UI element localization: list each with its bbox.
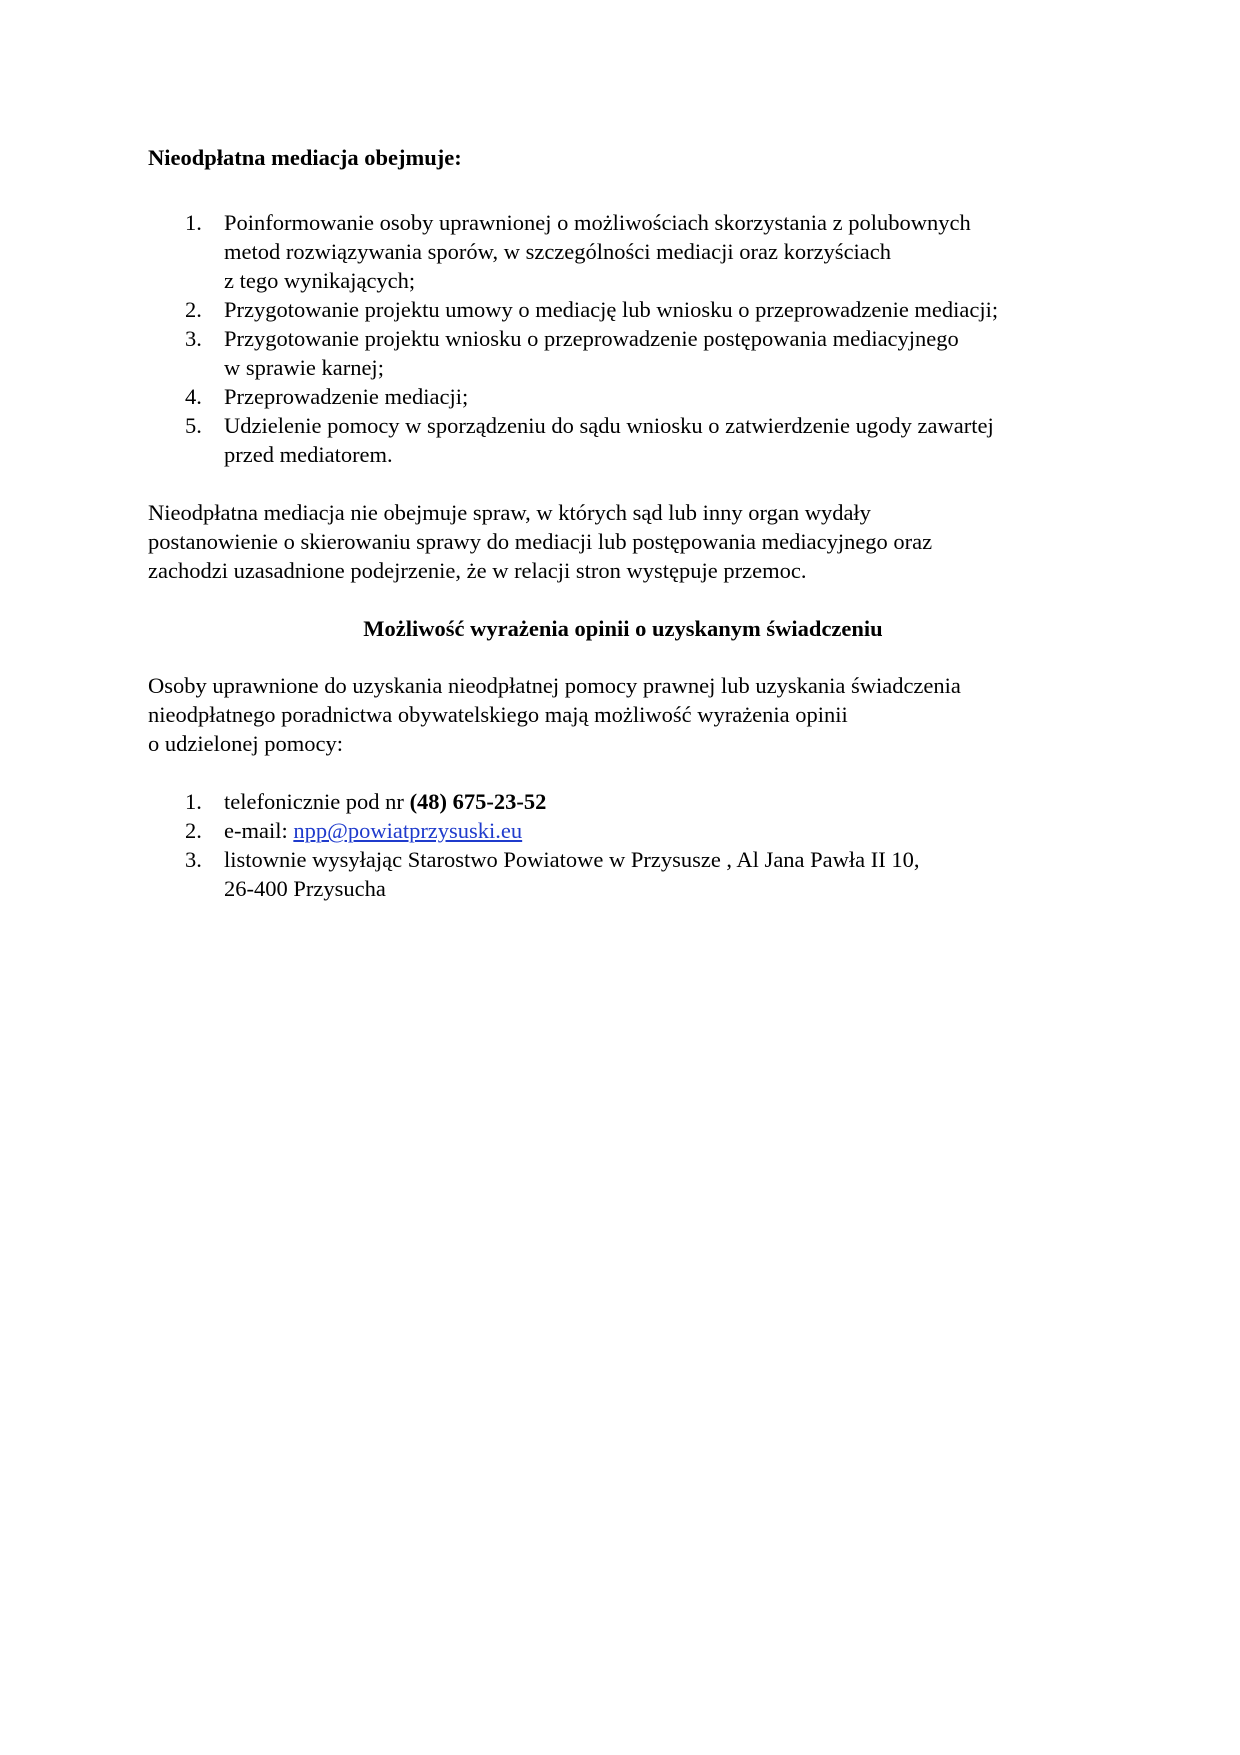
contact-list <box>148 787 1098 903</box>
mediation-list <box>148 208 1098 469</box>
list-item-line: Przygotowanie projektu umowy o mediację lub wniosku o przeprowadzenie mediacji; <box>224 297 999 322</box>
exclusion-paragraph <box>148 498 1098 585</box>
list-item-line: w sprawie karnej; <box>224 355 384 380</box>
paragraph-line: o udzielonej pomocy: <box>148 731 343 756</box>
contact-email-label: e-mail: <box>224 818 294 843</box>
list-item-line: Przygotowanie projektu wniosku o przeprowadzenie postępowania mediacyjnego <box>224 326 959 351</box>
list-item-number: 1. <box>185 789 202 814</box>
paragraph-line: zachodzi uzasadnione podejrzenie, że w relacji stron występuje przemoc. <box>148 558 807 583</box>
contact-mail-line: 26-400 Przysucha <box>224 876 386 901</box>
paragraph-line: Osoby uprawnione do uzyskania nieodpłatnej pomocy prawnej lub uzyskania świadczenia <box>148 673 961 698</box>
paragraph-line: Nieodpłatna mediacja nie obejmuje spraw, w których sąd lub inny organ wydały <box>148 500 871 525</box>
list-item <box>148 324 1098 382</box>
list-item-line: z tego wynikających; <box>224 268 416 293</box>
list-item-line: Udzielenie pomocy w sporządzeniu do sądu wniosku o zatwierdzenie ugody zawartej <box>224 413 994 438</box>
paragraph-line: postanowienie o skierowaniu sprawy do mediacji lub postępowania mediacyjnego oraz <box>148 529 933 554</box>
section-heading-mediation: Nieodpłatna mediacja obejmuje: <box>148 145 462 170</box>
contact-item-phone <box>148 787 1098 816</box>
list-item-number: 3. <box>185 326 202 351</box>
list-item-number: 1. <box>185 210 202 235</box>
contact-phone-number: (48) 675-23-52 <box>409 789 547 814</box>
list-item-number: 3. <box>185 847 202 872</box>
list-item-line: metod rozwiązywania sporów, w szczególności mediacji oraz korzyściach <box>224 239 892 264</box>
list-item-line: Przeprowadzenie mediacji; <box>224 384 469 409</box>
list-item <box>148 382 1098 411</box>
list-item-number: 5. <box>185 413 202 438</box>
list-item <box>148 208 1098 295</box>
contact-mail-line: listownie wysyłając Starostwo Powiatowe w Przysusze , Al Jana Pawła II 10, <box>224 847 920 872</box>
list-item-number: 2. <box>185 818 202 843</box>
section-heading-opinion: Możliwość wyrażenia opinii o uzyskanym świadczeniu <box>363 616 883 641</box>
contact-item-email <box>148 816 1098 845</box>
list-item-line: przed mediatorem. <box>224 442 393 467</box>
contact-phone-label: telefonicznie pod nr <box>224 789 410 814</box>
list-item <box>148 411 1098 469</box>
list-item-number: 4. <box>185 384 202 409</box>
email-link[interactable]: npp@powiatprzysuski.eu <box>293 818 523 843</box>
document-content <box>148 143 1098 903</box>
opinion-paragraph <box>148 671 1098 758</box>
contact-item-mail <box>148 845 1098 903</box>
paragraph-line: nieodpłatnego poradnictwa obywatelskiego mają możliwość wyrażenia opinii <box>148 702 848 727</box>
list-item-number: 2. <box>185 297 202 322</box>
list-item-line: Poinformowanie osoby uprawnionej o możliwościach skorzystania z polubownych <box>224 210 971 235</box>
list-item <box>148 295 1098 324</box>
